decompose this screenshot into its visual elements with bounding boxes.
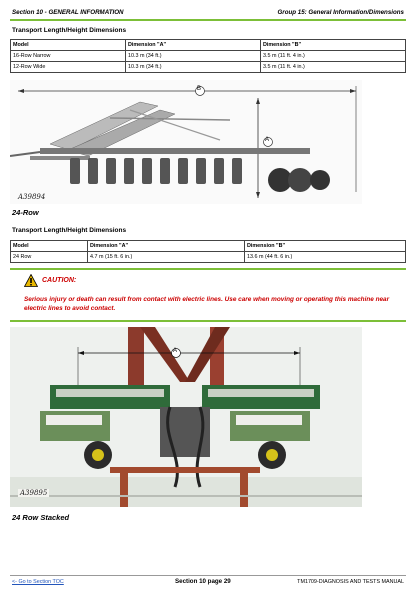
column-header: Model	[11, 241, 88, 252]
column-header: Dimension "A"	[126, 40, 261, 51]
dimension-a-label: A	[265, 137, 270, 143]
stacked-planter-figure	[10, 327, 362, 507]
table-row	[11, 62, 406, 73]
column-header: Dimension "A"	[88, 241, 245, 252]
dimensions-table-2	[10, 240, 406, 263]
table-cell: 24 Row	[11, 252, 88, 263]
table-cell: 3.5 m (11 ft. 4 in.)	[261, 51, 406, 62]
figure-id: A39894	[18, 193, 46, 201]
caution-title: CAUTION:	[42, 277, 77, 284]
table-cell: 12-Row Wide	[11, 62, 126, 73]
table-header-row	[11, 40, 406, 51]
caution-text: Serious injury or death can result from contact with electric lines. Use care when moving or operating this machine near electric lines to avoid contact.	[24, 296, 390, 312]
column-header: Dimension "B"	[245, 241, 406, 252]
page-number: Section 10 page 29	[175, 578, 231, 585]
table-row	[11, 252, 406, 263]
table-row	[11, 51, 406, 62]
figure-caption: 24-Row	[12, 208, 39, 217]
warning-icon	[24, 274, 38, 287]
figure-caption: 24 Row Stacked	[12, 513, 70, 522]
planter-side-illustration	[10, 80, 362, 204]
group-header: Group 15: General Information/Dimensions	[277, 9, 404, 16]
manual-title: TM1709-DIAGNOSIS AND TESTS MANUAL	[297, 579, 404, 585]
table1-title: Transport Length/Height Dimensions	[12, 27, 127, 34]
header-rule	[10, 19, 406, 21]
stacked-planter-photo	[10, 327, 362, 507]
table-cell: 10.3 m (34 ft.)	[126, 51, 261, 62]
column-header: Model	[11, 40, 126, 51]
table2-title: Transport Length/Height Dimensions	[12, 227, 127, 234]
table-cell: 13.6 m (44 ft. 6 in.)	[245, 252, 406, 263]
dimension-b-label: B	[197, 86, 202, 92]
table-cell: 3.5 m (11 ft. 4 in.)	[261, 62, 406, 73]
table-cell: 10.3 m (34 ft.)	[126, 62, 261, 73]
column-header: Dimension "B"	[261, 40, 406, 51]
table-header-row	[11, 241, 406, 252]
figure-id: A39895	[20, 489, 48, 497]
section-header: Section 10 - GENERAL INFORMATION	[12, 9, 124, 16]
section-toc-link[interactable]: <- Go to Section TOC	[12, 579, 64, 585]
table-cell: 16-Row Narrow	[11, 51, 126, 62]
planter-transport-figure	[10, 80, 362, 204]
dimension-a-label: A	[173, 348, 178, 354]
dimensions-table-1	[10, 39, 406, 73]
footer-rule	[10, 575, 406, 576]
table-cell: 4.7 m (15 ft. 6 in.)	[88, 252, 245, 263]
